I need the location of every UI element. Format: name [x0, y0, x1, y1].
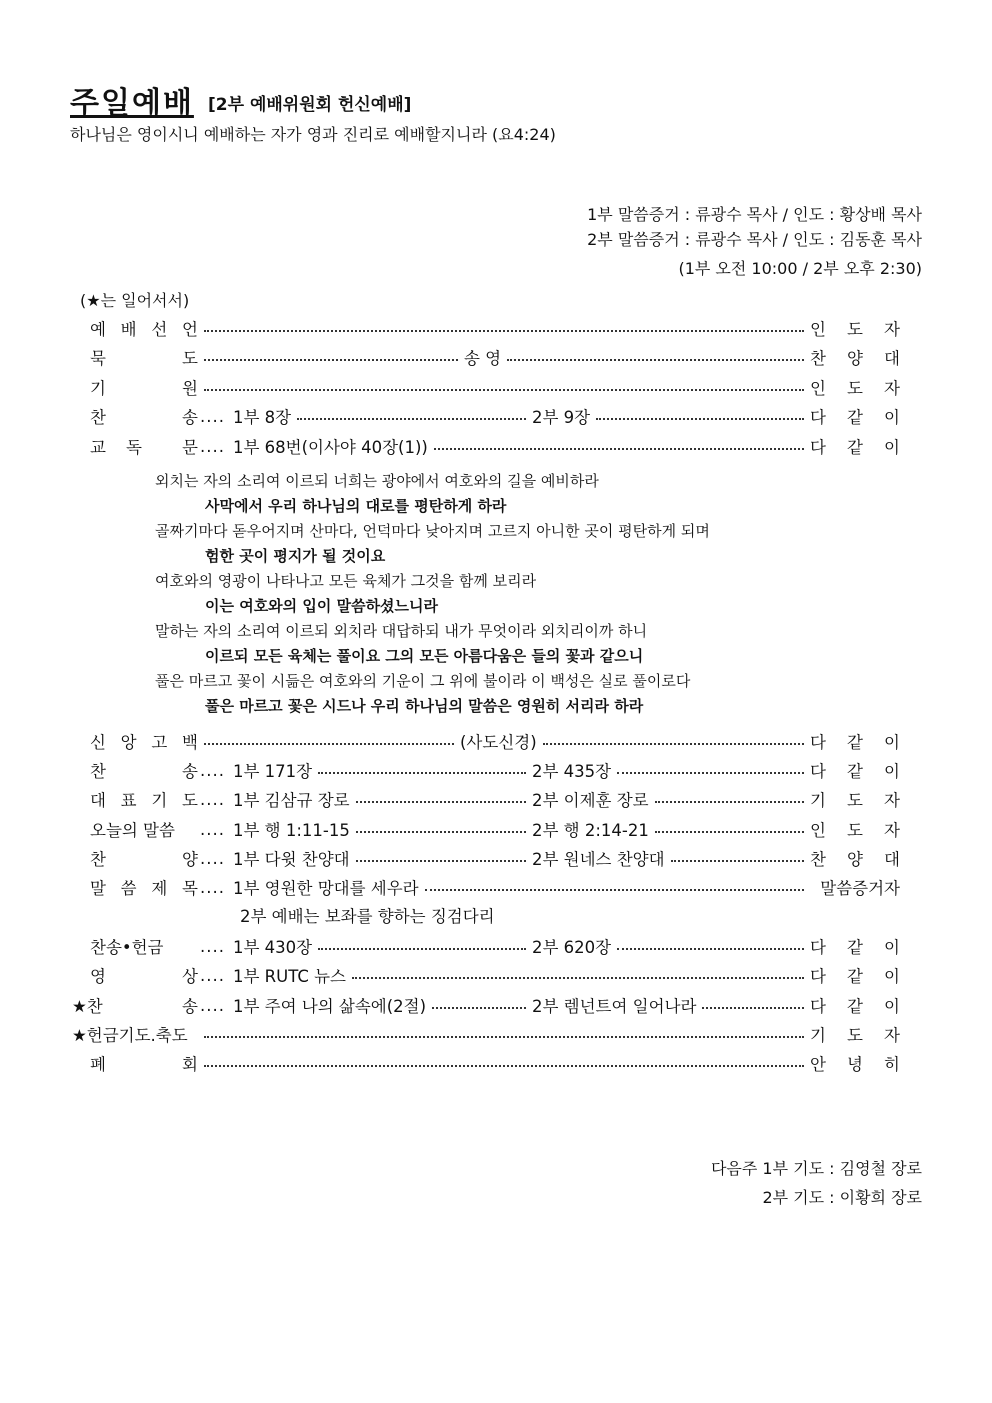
order-label-part: 송 [182, 408, 198, 427]
order-label-part: 영 [90, 967, 106, 986]
dot-leader [671, 860, 804, 862]
order-label-part: 배 [120, 320, 137, 339]
order-responsible-part: 양 [847, 850, 863, 869]
dot-leader [655, 801, 804, 803]
order-row [60, 404, 900, 428]
order-responsible-part: 자 [884, 379, 900, 398]
order-responsible-part: 이 [884, 408, 900, 427]
order-part-2: 2부 620장 [532, 938, 612, 957]
order-part-2: 2부 원네스 찬양대 [532, 850, 665, 869]
order-responsible-part: 안 [810, 1055, 826, 1074]
order-label [60, 787, 198, 811]
order-responsible [810, 963, 900, 987]
order-label-part: 폐 [90, 1055, 106, 1074]
order-responsible-part: 말씀증거자 [820, 879, 900, 898]
dots-lead: .... [200, 819, 225, 839]
order-row [60, 934, 900, 958]
dot-leader [596, 418, 804, 420]
order-responsible-part: 같 [847, 438, 863, 457]
order-part-1: 1부 행 1:11-15 [232, 821, 350, 840]
order-label [60, 375, 198, 399]
dot-leader [434, 448, 804, 450]
preacher-line-1: 1부 말씀증거 : 류광수 목사 / 인도 : 황상배 목사 [587, 205, 922, 224]
order-label [60, 345, 198, 369]
next-week-prayer-2: 2부 기도 : 이황희 장로 [762, 1188, 922, 1207]
order-middle: (사도신경) [460, 733, 537, 752]
order-responsible-part: 도 [847, 791, 863, 810]
order-responsible-part: 이 [884, 438, 900, 457]
order-responsible-part: 자 [884, 1026, 900, 1045]
reading-leader-line: 골짜기마다 돋우어지며 산마다, 언덕마다 낮아지며 고르지 아니한 곳이 평탄하게 되며 [155, 522, 710, 540]
order-label-part: 회 [182, 1055, 198, 1074]
dots-lead: .... [200, 789, 225, 809]
page-title: 주일예배 [70, 86, 194, 121]
dots-lead: .... [200, 877, 225, 897]
order-responsible-part: 이 [884, 762, 900, 781]
order-middle: 송 영 [464, 349, 502, 368]
order-label-part: 말 [90, 879, 106, 898]
order-responsible-part: 자 [884, 320, 900, 339]
order-responsible-part: 다 [810, 438, 826, 457]
order-label [60, 758, 198, 782]
order-label [60, 846, 198, 870]
order-label-part: 목 [182, 879, 198, 898]
dot-leader [356, 831, 526, 833]
order-label-part: 찬 [90, 762, 106, 781]
order-responsible [810, 787, 900, 811]
order-responsible-part: 대 [884, 850, 900, 869]
dot-leader [356, 860, 526, 862]
dot-leader [702, 1007, 804, 1009]
order-row [60, 817, 900, 841]
order-row [60, 758, 900, 782]
order-row [60, 846, 900, 870]
order-label-part: 도 [182, 791, 198, 810]
order-responsible-part: 이 [884, 938, 900, 957]
order-row [60, 316, 900, 340]
order-responsible-part: 히 [884, 1055, 900, 1074]
service-times: (1부 오전 10:00 / 2부 오후 2:30) [678, 259, 922, 278]
page-subtitle: [2부 예배위원회 헌신예배] [208, 95, 412, 115]
order-label-part: 대 [90, 791, 106, 810]
order-responsible [810, 404, 900, 428]
dots-lead: .... [200, 995, 225, 1015]
order-responsible-part: 같 [847, 938, 863, 957]
reading-congregation-line: 이는 여호와의 입이 말씀하셨느니라 [205, 597, 439, 615]
order-responsible-part: 같 [847, 997, 863, 1016]
dots-lead: .... [200, 936, 225, 956]
order-label [60, 875, 198, 899]
order-label-part: 신 [90, 733, 106, 752]
dot-leader [543, 743, 804, 745]
dots-lead: .... [200, 760, 225, 780]
order-label [60, 993, 198, 1017]
order-responsible [810, 729, 900, 753]
order-responsible-part: 양 [847, 349, 863, 368]
dot-leader [204, 389, 804, 391]
preacher-line-2: 2부 말씀증거 : 류광수 목사 / 인도 : 김동훈 목사 [587, 230, 922, 249]
order-part-2: 2부 9장 [532, 408, 591, 427]
order-part-2: 2부 렘넌트여 일어나라 [532, 997, 697, 1016]
order-responsible-part: 다 [810, 733, 826, 752]
order-responsible [810, 434, 900, 458]
order-responsible-part: 찬 [810, 349, 826, 368]
order-label [60, 434, 198, 458]
order-label-part: 찬 [90, 408, 106, 427]
order-responsible-part: 이 [884, 967, 900, 986]
order-responsible-part: 도 [847, 821, 863, 840]
order-row [60, 1051, 900, 1075]
order-responsible-part: 인 [810, 320, 826, 339]
order-responsible [810, 993, 900, 1017]
order-responsible-part: 자 [884, 821, 900, 840]
order-part-2: 2부 이제훈 장로 [532, 791, 649, 810]
order-responsible-part: 인 [810, 379, 826, 398]
dot-leader [507, 359, 804, 361]
order-row [60, 787, 900, 811]
order-row [60, 434, 900, 458]
order-part-1: 1부 영원한 망대를 세우라 [232, 879, 419, 898]
order-row [60, 345, 900, 369]
order-label-part: 찬송•헌금 [90, 938, 164, 957]
reading-congregation-line: 험한 곳이 평지가 될 것이요 [205, 547, 386, 565]
dot-leader [318, 948, 526, 950]
order-part-1: 1부 8장 [232, 408, 292, 427]
order-label [60, 1051, 198, 1075]
order-label-part: 원 [182, 379, 198, 398]
order-row [60, 963, 900, 987]
order-label [60, 729, 198, 753]
order-row [60, 875, 900, 899]
order-responsible [810, 1022, 900, 1046]
sermon-title-2: 2부 예배는 보좌를 향하는 징검다리 [240, 907, 495, 926]
order-responsible-part: 다 [810, 408, 826, 427]
reading-leader-line: 여호와의 영광이 나타나고 모든 육체가 그것을 함께 보리라 [155, 572, 537, 590]
order-label-part: 언 [182, 320, 198, 339]
order-responsible-part: 이 [884, 733, 900, 752]
reading-leader-line: 외치는 자의 소리여 이르되 너희는 광야에서 여호와의 길을 예비하라 [155, 472, 599, 490]
order-responsible-part: 이 [884, 997, 900, 1016]
order-label-part: 기 [90, 379, 106, 398]
order-part-2: 2부 행 2:14-21 [532, 821, 649, 840]
dot-leader [352, 977, 804, 979]
dot-leader [432, 1007, 526, 1009]
reading-congregation-line: 이르되 모든 육체는 풀이요 그의 모든 아름다움은 들의 꽃과 같으니 [205, 647, 644, 665]
order-label-part: 백 [182, 733, 198, 752]
order-label-part: 송 [182, 762, 198, 781]
order-responsible [810, 345, 900, 369]
dots-lead: .... [200, 965, 225, 985]
order-responsible-part: 기 [810, 791, 826, 810]
dot-leader [204, 1065, 804, 1067]
order-label-part: 독 [126, 438, 142, 457]
order-responsible-part: 기 [810, 1026, 826, 1045]
reading-congregation-line: 사막에서 우리 하나님의 대로를 평탄하게 하라 [205, 497, 507, 515]
dots-lead: .... [200, 848, 225, 868]
order-label-part: 선 [151, 320, 168, 339]
order-row [60, 375, 900, 399]
order-responsible-part: 자 [884, 791, 900, 810]
order-responsible [810, 375, 900, 399]
order-responsible [810, 875, 900, 899]
order-label-part: 제 [151, 879, 168, 898]
dot-leader [297, 418, 526, 420]
order-row [60, 1022, 900, 1046]
order-label [60, 817, 198, 841]
order-label-part: 교 [90, 438, 106, 457]
dot-leader [204, 359, 458, 361]
order-responsible-part: 찬 [810, 850, 826, 869]
next-week-prayer-1: 다음주 1부 기도 : 김영철 장로 [710, 1159, 922, 1178]
order-responsible [810, 817, 900, 841]
dot-leader [617, 948, 804, 950]
order-label-part: 찬 [90, 850, 106, 869]
order-part-1: 1부 다윗 찬양대 [232, 850, 350, 869]
order-responsible-part: 도 [847, 1026, 863, 1045]
order-part-2: 2부 435장 [532, 762, 612, 781]
order-responsible-part: 다 [810, 938, 826, 957]
dot-leader [655, 831, 804, 833]
order-label [60, 963, 198, 987]
dots-lead: .... [200, 436, 225, 456]
order-responsible-part: 도 [847, 320, 863, 339]
order-label [60, 1022, 198, 1046]
order-responsible-part: 도 [847, 379, 863, 398]
order-label-part: 앙 [120, 733, 137, 752]
order-responsible-part: 다 [810, 967, 826, 986]
order-label-part: ★헌금기도.축도 [72, 1026, 188, 1045]
order-label-part: 씀 [120, 879, 137, 898]
order-part-1: 1부 RUTC 뉴스 [232, 967, 346, 986]
order-label-part: 문 [182, 438, 198, 457]
order-row [60, 993, 900, 1017]
order-responsible [810, 934, 900, 958]
order-responsible [810, 758, 900, 782]
standing-note: (★는 일어서서) [80, 291, 190, 310]
order-responsible-part: 다 [810, 762, 826, 781]
order-label-part: 도 [182, 349, 198, 368]
theme-verse: 하나님은 영이시니 예배하는 자가 영과 진리로 예배할지니라 (요4:24) [70, 125, 556, 144]
reading-congregation-line: 풀은 마르고 꽃은 시드나 우리 하나님의 말씀은 영원히 서리라 하라 [205, 697, 644, 715]
dots-lead: .... [200, 406, 225, 426]
order-responsible-part: 녕 [847, 1055, 863, 1074]
order-label-part: 송 [182, 997, 198, 1016]
order-label [60, 934, 198, 958]
order-responsible [810, 316, 900, 340]
order-part-1: 1부 171장 [232, 762, 313, 781]
order-part-1: 1부 430장 [232, 938, 313, 957]
order-label [60, 404, 198, 428]
order-responsible-part: 다 [810, 997, 826, 1016]
order-label-part: 양 [182, 850, 198, 869]
dot-leader [425, 889, 804, 891]
order-responsible-part: 같 [847, 967, 863, 986]
order-label-part: 표 [120, 791, 137, 810]
dot-leader [204, 330, 804, 332]
dot-leader [617, 772, 804, 774]
order-row [60, 729, 900, 753]
order-label-part: 예 [90, 320, 106, 339]
order-label-part: 기 [151, 791, 168, 810]
order-responsible-part: 같 [847, 408, 863, 427]
order-responsible-part: 같 [847, 733, 863, 752]
order-label-part: ★찬 [72, 997, 103, 1016]
order-responsible [810, 846, 900, 870]
dot-leader [356, 801, 526, 803]
dot-leader [318, 772, 526, 774]
reading-leader-line: 말하는 자의 소리여 이르되 외치라 대답하되 내가 무엇이라 외치리이까 하니 [155, 622, 648, 640]
order-part-1: 1부 주여 나의 삶속에(2절) [232, 997, 427, 1016]
dot-leader [204, 743, 454, 745]
dot-leader [204, 1036, 804, 1038]
order-label-part: 묵 [90, 349, 106, 368]
order-part-1: 1부 김삼규 장로 [232, 791, 350, 810]
order-responsible-part: 같 [847, 762, 863, 781]
order-label-part: 상 [182, 967, 198, 986]
order-part-1: 1부 68번(이사야 40장(1)) [232, 438, 428, 457]
order-label [60, 316, 198, 340]
order-responsible [810, 1051, 900, 1075]
order-label-part: 고 [151, 733, 168, 752]
order-responsible-part: 대 [884, 349, 900, 368]
order-label-part: 오늘의 말씀 [90, 821, 175, 840]
order-responsible-part: 인 [810, 821, 826, 840]
reading-leader-line: 풀은 마르고 꽃이 시듦은 여호와의 기운이 그 위에 불이라 이 백성은 실로 풀이로다 [155, 672, 691, 690]
